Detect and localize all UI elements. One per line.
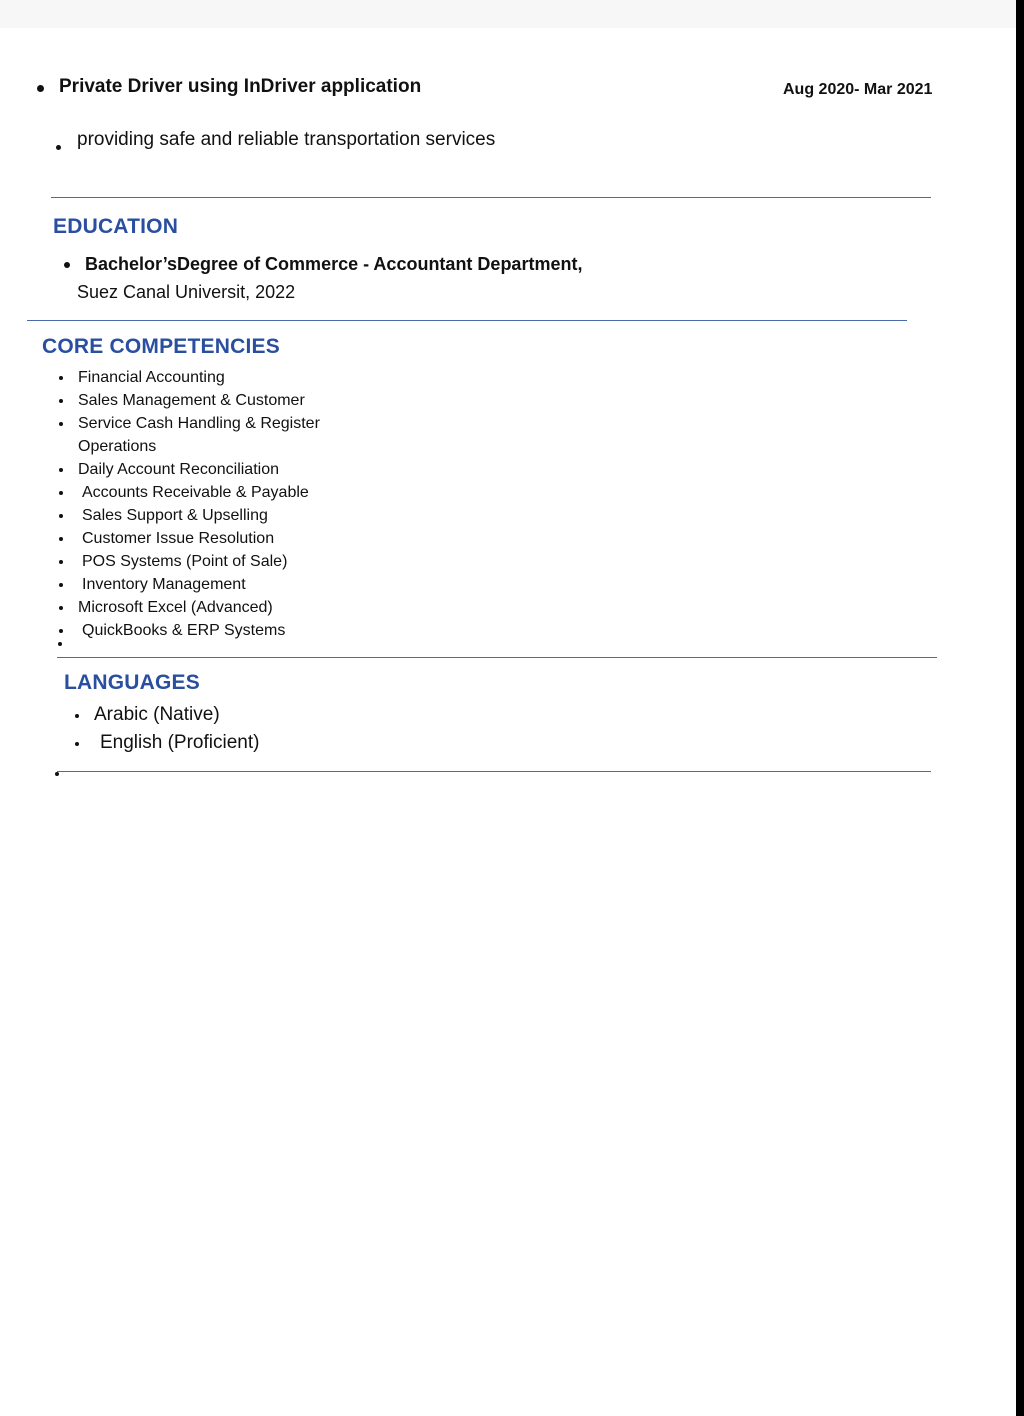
bullet-dot	[59, 583, 63, 587]
competency-label: Sales Management & Customer	[78, 392, 305, 409]
list-item	[70, 701, 259, 729]
bullet-dot	[59, 514, 63, 518]
competency-label: Inventory Management	[82, 576, 246, 593]
list-item	[52, 573, 472, 596]
languages-heading: LANGUAGES	[64, 671, 200, 694]
description-bullet	[56, 145, 61, 150]
education-bullet	[64, 262, 70, 268]
experience-bullet	[37, 85, 44, 92]
education-school: Suez Canal Universit, 2022	[77, 282, 296, 302]
competency-label: POS Systems (Point of Sale)	[82, 553, 288, 570]
divider-languages	[57, 771, 931, 772]
bullet-dot	[59, 376, 63, 380]
top-strip	[0, 0, 1016, 28]
list-item	[52, 366, 472, 389]
list-item	[52, 412, 472, 458]
competency-label: QuickBooks & ERP Systems	[82, 622, 286, 639]
bullet-dot	[59, 422, 63, 426]
divider-experience	[51, 197, 931, 198]
languages-list	[70, 701, 259, 757]
competency-label: Financial Accounting	[78, 369, 225, 386]
list-item	[52, 504, 472, 527]
bullet-dot	[59, 629, 63, 633]
job-description: providing safe and reliable transportation services	[77, 129, 496, 150]
list-item	[52, 527, 472, 550]
list-item	[52, 596, 472, 619]
job-title: Private Driver using InDriver application	[59, 76, 422, 97]
language-label: English (Proficient)	[100, 732, 260, 753]
competencies-list	[52, 366, 472, 642]
bullet-dot	[59, 537, 63, 541]
bullet-dot	[59, 606, 63, 610]
competency-label: Accounts Receivable & Payable	[82, 484, 309, 501]
bullet-dot	[59, 468, 63, 472]
bullet-dot	[59, 560, 63, 564]
empty-bullet	[58, 642, 62, 646]
list-item	[52, 458, 472, 481]
education-degree: Bachelor’sDegree of Commerce - Accountant Department,	[85, 254, 583, 274]
list-item	[70, 729, 259, 757]
bullet-dot	[59, 491, 63, 495]
bullet-dot	[75, 714, 79, 718]
divider-education	[27, 320, 907, 321]
bullet-dot	[75, 742, 79, 746]
education-heading: EDUCATION	[53, 215, 179, 238]
list-item	[52, 389, 472, 412]
trailing-bullet	[55, 772, 59, 776]
competency-label: Sales Support & Upselling	[82, 507, 268, 524]
competency-label: Service Cash Handling & Register Operations	[78, 415, 320, 455]
competencies-heading: CORE COMPETENCIES	[42, 335, 280, 358]
competency-label: Customer Issue Resolution	[82, 530, 275, 547]
bullet-dot	[59, 399, 63, 403]
list-item	[52, 619, 472, 642]
competency-label: Daily Account Reconciliation	[78, 461, 279, 478]
language-label: Arabic (Native)	[94, 704, 220, 725]
job-dates: Aug 2020- Mar 2021	[783, 81, 933, 98]
competency-label: Microsoft Excel (Advanced)	[78, 599, 273, 616]
divider-competencies	[57, 657, 937, 658]
list-item	[52, 481, 472, 504]
list-item	[52, 550, 472, 573]
